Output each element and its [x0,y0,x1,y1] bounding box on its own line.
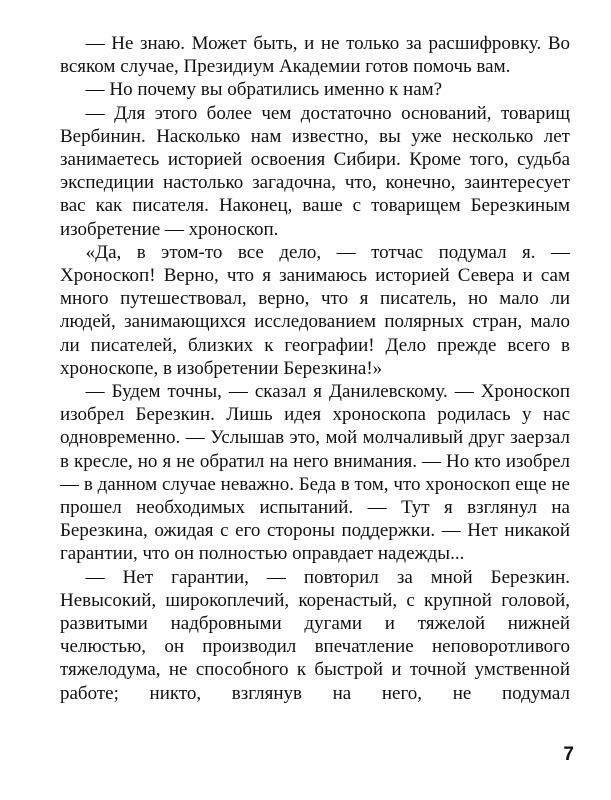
paragraph-2: — Но почему вы обратились именно к нам? [85,79,443,101]
body-text [60,32,570,705]
paragraph-5: — Будем точны, — сказал я Данилевскому. — Хроноскоп изобрел Березкин. Лишь идея хроноскопа родилась у нас одновременно. — Услышав это, мой молчаливый друг заерзал в кресле, но я не обратил на него внимания. — Но кто изобрел — в данном случае неважно. Беда в том, что хроноскоп еще не прошел необходимых испытаний. — Тут я взглянул на Березкина, ожидая с его стороны поддержки. — Нет никакой гарантии, что он полностью оправдает надежды... [60,381,570,565]
paragraph-3: — Для этого более чем достаточно оснований, товарищ Вербинин. Насколько нам известно, вы уже несколько лет занимаетесь историей освоения Сибири. Кроме того, судьба экспедиции настолько загадочна, что, конечно, заинтересует вас как писателя. Наконец, ваше с товарищем Березкиным изобретение — хроноскоп. [60,102,570,240]
page-number: 7 [563,744,574,765]
paragraph-1: — Не знаю. Может быть, и не только за расшифровку. Во всяком случае, Президиум Академии готов помочь вам. [60,33,570,78]
paragraph-6: — Нет гарантии, — повторил за мной Березкин. Невысокий, широкоплечий, коренастый, с крупной головой, развитыми надбровными дугами и тяжелой нижней челюстью, он производил впечатление неповоротливого тяжелодума, не способного к быстрой и точной умственной работе; никто, взглянув на него, не подумал [60,566,570,704]
paragraph-4: «Да, в этом-то все дело, — тотчас подумал я. — Хроноскоп! Верно, что я занимаюсь историей Севера и сам много путешествовал, верно, что я писатель, но мало ли людей, занимающихся исследованием полярных стран, мало ли писателей, близких к географии! Дело прежде всего в хроноскопе, в изобретении Березкина!» [60,241,570,379]
